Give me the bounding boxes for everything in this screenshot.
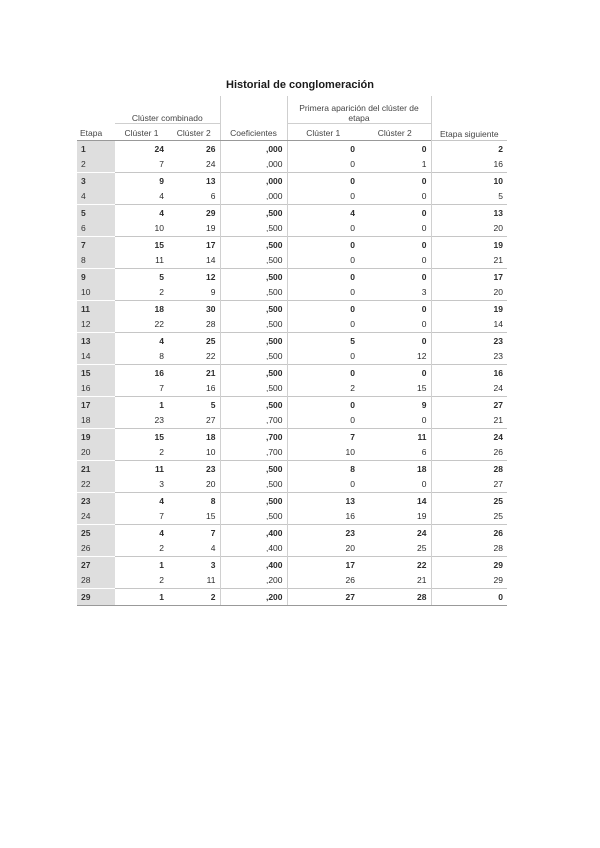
cell-first-cluster1: 0: [287, 285, 359, 301]
cell-first-cluster1: 0: [287, 269, 359, 285]
cell-first-cluster2: 0: [359, 365, 431, 381]
cell-next-stage: 19: [431, 237, 507, 253]
cell-cluster2: 30: [168, 301, 220, 317]
table-row: [77, 445, 507, 461]
cell-next-stage: 14: [431, 317, 507, 333]
cell-first-cluster2: 24: [359, 525, 431, 541]
table-row: [77, 285, 507, 301]
cell-first-cluster1: 17: [287, 557, 359, 573]
cell-first-cluster2: 22: [359, 557, 431, 573]
cell-first-cluster1: 0: [287, 141, 359, 157]
cell-cluster1: 2: [159, 447, 164, 458]
cell-first-cluster1: 0: [287, 477, 359, 493]
cell-coefficient: ,500: [220, 349, 287, 365]
cell-next-stage: 16: [431, 365, 507, 381]
cell-first-cluster1: 0: [287, 253, 359, 269]
cell-cluster2: 24: [206, 159, 216, 170]
cell-first-cluster2: 9: [359, 397, 431, 413]
cell-next-stage: 2: [431, 141, 507, 157]
cell-first-cluster1: 0: [287, 173, 359, 189]
cell-cluster2: 20: [206, 479, 216, 490]
cell-cluster2: 14: [206, 255, 216, 266]
table-row: [77, 157, 507, 173]
cell-coefficient: ,500: [220, 253, 287, 269]
cell-coefficient: ,500: [220, 477, 287, 493]
cell-first-cluster2: 6: [421, 447, 427, 458]
cell-cluster1: 11: [155, 255, 164, 266]
cell-first-cluster1: 0: [287, 237, 359, 253]
cell-next-stage: 20: [431, 285, 507, 301]
cell-stage: 9: [77, 269, 115, 285]
cell-cluster1: 18: [115, 301, 168, 317]
cell-cluster1: 23: [154, 415, 164, 426]
header-combined-cluster: Clúster combinado: [115, 96, 220, 124]
cell-first-cluster2: 0: [359, 205, 431, 221]
cell-cluster2: 29: [168, 205, 220, 221]
table-row: [77, 493, 507, 509]
cell-first-cluster1: 0: [287, 365, 359, 381]
agglomeration-schedule-table: [77, 96, 507, 606]
cell-first-cluster1: 7: [287, 429, 359, 445]
cell-coefficient: ,400: [220, 525, 287, 541]
cell-next-stage: 21: [431, 413, 507, 429]
cell-coefficient: ,500: [220, 493, 287, 509]
cell-first-cluster1: 8: [287, 461, 359, 477]
cell-first-cluster2: 19: [417, 511, 427, 522]
table-row: [77, 557, 507, 573]
cell-stage: 19: [77, 429, 115, 445]
cell-coefficient: ,200: [220, 573, 287, 589]
cell-first-cluster1: 0: [287, 157, 359, 173]
table-row: [77, 333, 507, 349]
cell-first-cluster2: 0: [359, 173, 431, 189]
cell-first-cluster1: 10: [287, 445, 359, 461]
table-row: [77, 237, 507, 253]
cell-cluster1: 2: [159, 575, 164, 586]
cell-cluster2: 13: [168, 173, 220, 189]
table-row: [77, 189, 507, 205]
cell-cluster2: 18: [168, 429, 220, 445]
cell-next-stage: 24: [431, 429, 507, 445]
table-row: [77, 317, 507, 333]
table-row: [77, 429, 507, 445]
cell-cluster1: 16: [115, 365, 168, 381]
cell-stage: 11: [77, 301, 115, 317]
cell-cluster1: 4: [115, 333, 168, 349]
cell-stage: 28: [77, 573, 115, 589]
table-row: [77, 253, 507, 269]
cell-first-cluster1: 0: [287, 349, 359, 365]
cell-coefficient: ,500: [220, 221, 287, 237]
cell-next-stage: 26: [431, 445, 507, 461]
cell-coefficient: ,500: [220, 381, 287, 397]
cell-next-stage: 10: [431, 173, 507, 189]
table-row: [77, 141, 507, 157]
cell-first-cluster1: 20: [287, 541, 359, 557]
cell-first-cluster1: 0: [287, 397, 359, 413]
table-row: [77, 397, 507, 413]
cell-stage: 24: [77, 509, 115, 525]
cell-next-stage: 26: [431, 525, 507, 541]
cell-cluster1: 24: [115, 141, 168, 157]
cell-cluster2: 27: [206, 415, 216, 426]
table-row: [77, 541, 507, 557]
cell-next-stage: 19: [431, 301, 507, 317]
cell-cluster1: 22: [154, 319, 164, 330]
cell-first-cluster2: 3: [421, 287, 427, 298]
cell-next-stage: 27: [431, 477, 507, 493]
cell-first-cluster1: 2: [287, 381, 359, 397]
cell-cluster2: 16: [206, 383, 216, 394]
cell-first-cluster1: 0: [287, 413, 359, 429]
cell-next-stage: 25: [431, 493, 507, 509]
cell-first-cluster1: 5: [287, 333, 359, 349]
cell-next-stage: 29: [431, 557, 507, 573]
cell-first-cluster2: 14: [359, 493, 431, 509]
cell-cluster2: 11: [206, 575, 216, 586]
cell-stage: 1: [77, 141, 115, 157]
cell-next-stage: 29: [431, 573, 507, 589]
cell-stage: 4: [77, 189, 115, 205]
cell-first-cluster2: 12: [417, 351, 427, 362]
cell-stage: 5: [77, 205, 115, 221]
header-blank: [77, 96, 115, 124]
cell-cluster1: 15: [115, 429, 168, 445]
cell-first-cluster2: 11: [359, 429, 431, 445]
cell-cluster2: 8: [168, 493, 220, 509]
cell-cluster1: 4: [115, 205, 168, 221]
cell-cluster2: 28: [206, 319, 216, 330]
cell-cluster2: 6: [210, 191, 216, 202]
cell-coefficient: ,500: [220, 397, 287, 413]
cell-next-stage: 25: [431, 509, 507, 525]
header-coefficients: Coeficientes: [220, 124, 287, 141]
cell-coefficient: ,000: [220, 141, 287, 157]
cell-coefficient: ,400: [220, 557, 287, 573]
table-row: [77, 573, 507, 589]
cell-cluster1: 8: [159, 351, 164, 362]
cell-coefficient: ,400: [220, 541, 287, 557]
cell-next-stage: 5: [431, 189, 507, 205]
cell-stage: 3: [77, 173, 115, 189]
cell-first-cluster1: 27: [287, 589, 359, 606]
cell-next-stage: 27: [431, 397, 507, 413]
cell-stage: 6: [77, 221, 115, 237]
cell-first-cluster2: 15: [417, 383, 427, 394]
cell-first-cluster1: 0: [287, 317, 359, 333]
cell-cluster2: 21: [168, 365, 220, 381]
table-row: [77, 461, 507, 477]
cell-stage: 16: [77, 381, 115, 397]
cell-cluster1: 4: [115, 525, 168, 541]
table-row: [77, 205, 507, 221]
header-first-cluster1: Clúster 1: [287, 124, 359, 141]
cell-cluster2: 10: [206, 447, 216, 458]
cell-cluster1: 7: [159, 159, 164, 170]
cell-first-cluster2: 0: [421, 255, 427, 266]
cell-cluster1: 5: [115, 269, 168, 285]
cell-cluster2: 25: [168, 333, 220, 349]
cell-first-cluster1: 0: [287, 301, 359, 317]
table-row: [77, 173, 507, 189]
cell-cluster1: 4: [159, 191, 164, 202]
header-first-appearance: Primera aparición del clúster de etapa: [287, 96, 431, 124]
cell-next-stage: 24: [431, 381, 507, 397]
cell-coefficient: ,500: [220, 301, 287, 317]
cell-stage: 7: [77, 237, 115, 253]
cell-cluster1: 2: [159, 543, 164, 554]
cell-cluster2: 5: [168, 397, 220, 413]
cell-stage: 15: [77, 365, 115, 381]
cell-cluster2: 3: [168, 557, 220, 573]
cell-next-stage: 23: [431, 349, 507, 365]
cell-cluster2: 23: [168, 461, 220, 477]
table-row: [77, 365, 507, 381]
cell-first-cluster2: 0: [359, 141, 431, 157]
cell-first-cluster2: 0: [359, 333, 431, 349]
cell-stage: 22: [77, 477, 115, 493]
cell-coefficient: ,700: [220, 445, 287, 461]
cell-cluster1: 7: [159, 511, 164, 522]
cell-cluster2: 7: [168, 525, 220, 541]
header-next-stage: Etapa siguiente: [431, 96, 507, 141]
cell-first-cluster2: 0: [421, 223, 427, 234]
cell-coefficient: ,500: [220, 285, 287, 301]
cell-cluster1: 2: [159, 287, 164, 298]
cell-cluster1: 1: [115, 397, 168, 413]
header-stage: Etapa: [77, 124, 115, 141]
table-body: [77, 141, 507, 606]
cell-cluster1: 4: [115, 493, 168, 509]
cell-next-stage: 28: [431, 541, 507, 557]
cell-stage: 21: [77, 461, 115, 477]
cell-cluster1: 9: [115, 173, 168, 189]
cell-next-stage: 28: [431, 461, 507, 477]
table-row: [77, 381, 507, 397]
cell-cluster2: 2: [168, 589, 220, 606]
cell-cluster2: 22: [206, 351, 216, 362]
cell-coefficient: ,700: [220, 429, 287, 445]
cell-coefficient: ,500: [220, 317, 287, 333]
cell-next-stage: 16: [431, 157, 507, 173]
cell-stage: 18: [77, 413, 115, 429]
cell-cluster2: 17: [168, 237, 220, 253]
cell-coefficient: ,500: [220, 509, 287, 525]
table-row: [77, 525, 507, 541]
table-row: [77, 301, 507, 317]
cell-next-stage: 0: [431, 589, 507, 606]
cell-first-cluster2: 0: [421, 191, 427, 202]
table-title: Historial de conglomeración: [226, 79, 374, 91]
cell-stage: 2: [77, 157, 115, 173]
cell-first-cluster1: 23: [287, 525, 359, 541]
cell-next-stage: 17: [431, 269, 507, 285]
cell-coefficient: ,000: [220, 157, 287, 173]
cell-cluster2: 19: [206, 223, 216, 234]
cell-first-cluster2: 28: [359, 589, 431, 606]
cell-first-cluster1: 16: [287, 509, 359, 525]
cell-cluster2: 9: [210, 287, 216, 298]
cell-stage: 13: [77, 333, 115, 349]
header-cluster2: Clúster 2: [168, 124, 220, 141]
cell-first-cluster1: 0: [287, 189, 359, 205]
table-row: [77, 589, 507, 606]
cell-cluster1: 1: [115, 557, 168, 573]
cell-next-stage: 13: [431, 205, 507, 221]
cell-first-cluster2: 0: [421, 479, 427, 490]
cell-cluster1: 11: [115, 461, 168, 477]
cell-first-cluster2: 0: [421, 319, 427, 330]
header-first-cluster2: Clúster 2: [359, 124, 431, 141]
cell-stage: 17: [77, 397, 115, 413]
cell-first-cluster1: 4: [287, 205, 359, 221]
cell-stage: 29: [77, 589, 115, 606]
cell-first-cluster2: 0: [359, 301, 431, 317]
cell-first-cluster2: 1: [421, 159, 427, 170]
cell-stage: 20: [77, 445, 115, 461]
cell-coefficient: ,000: [220, 189, 287, 205]
cell-stage: 23: [77, 493, 115, 509]
cell-first-cluster2: 25: [417, 543, 427, 554]
cell-next-stage: 23: [431, 333, 507, 349]
cell-stage: 26: [77, 541, 115, 557]
cell-first-cluster2: 0: [359, 269, 431, 285]
cell-coefficient: ,500: [220, 365, 287, 381]
table-row: [77, 269, 507, 285]
cell-coefficient: ,500: [220, 461, 287, 477]
cell-coefficient: ,500: [220, 237, 287, 253]
cell-coefficient: ,000: [220, 173, 287, 189]
cell-first-cluster1: 13: [287, 493, 359, 509]
header-blank-coef: [220, 96, 287, 124]
cell-coefficient: ,200: [220, 589, 287, 606]
cell-stage: 8: [77, 253, 115, 269]
cell-cluster2: 26: [168, 141, 220, 157]
cell-cluster1: 7: [159, 383, 164, 394]
cell-first-cluster2: 21: [417, 575, 427, 586]
header-cluster1: Clúster 1: [115, 124, 168, 141]
cell-first-cluster2: 0: [359, 237, 431, 253]
cell-cluster1: 3: [159, 479, 164, 490]
cell-cluster2: 15: [206, 511, 216, 522]
cell-coefficient: ,700: [220, 413, 287, 429]
cell-first-cluster2: 18: [359, 461, 431, 477]
cell-cluster2: 12: [168, 269, 220, 285]
cell-next-stage: 20: [431, 221, 507, 237]
table-row: [77, 509, 507, 525]
table-row: [77, 477, 507, 493]
cell-first-cluster2: 0: [421, 415, 427, 426]
table-row: [77, 349, 507, 365]
cell-first-cluster1: 26: [287, 573, 359, 589]
cell-stage: 25: [77, 525, 115, 541]
cell-stage: 14: [77, 349, 115, 365]
cell-cluster1: 10: [154, 223, 164, 234]
cell-cluster2: 4: [210, 543, 216, 554]
cell-stage: 27: [77, 557, 115, 573]
cell-cluster1: 15: [115, 237, 168, 253]
cell-first-cluster1: 0: [287, 221, 359, 237]
cell-stage: 12: [77, 317, 115, 333]
cell-stage: 10: [77, 285, 115, 301]
cell-next-stage: 21: [431, 253, 507, 269]
cell-cluster1: 1: [115, 589, 168, 606]
cell-coefficient: ,500: [220, 269, 287, 285]
cell-coefficient: ,500: [220, 205, 287, 221]
table-row: [77, 413, 507, 429]
cell-coefficient: ,500: [220, 333, 287, 349]
table-row: [77, 221, 507, 237]
